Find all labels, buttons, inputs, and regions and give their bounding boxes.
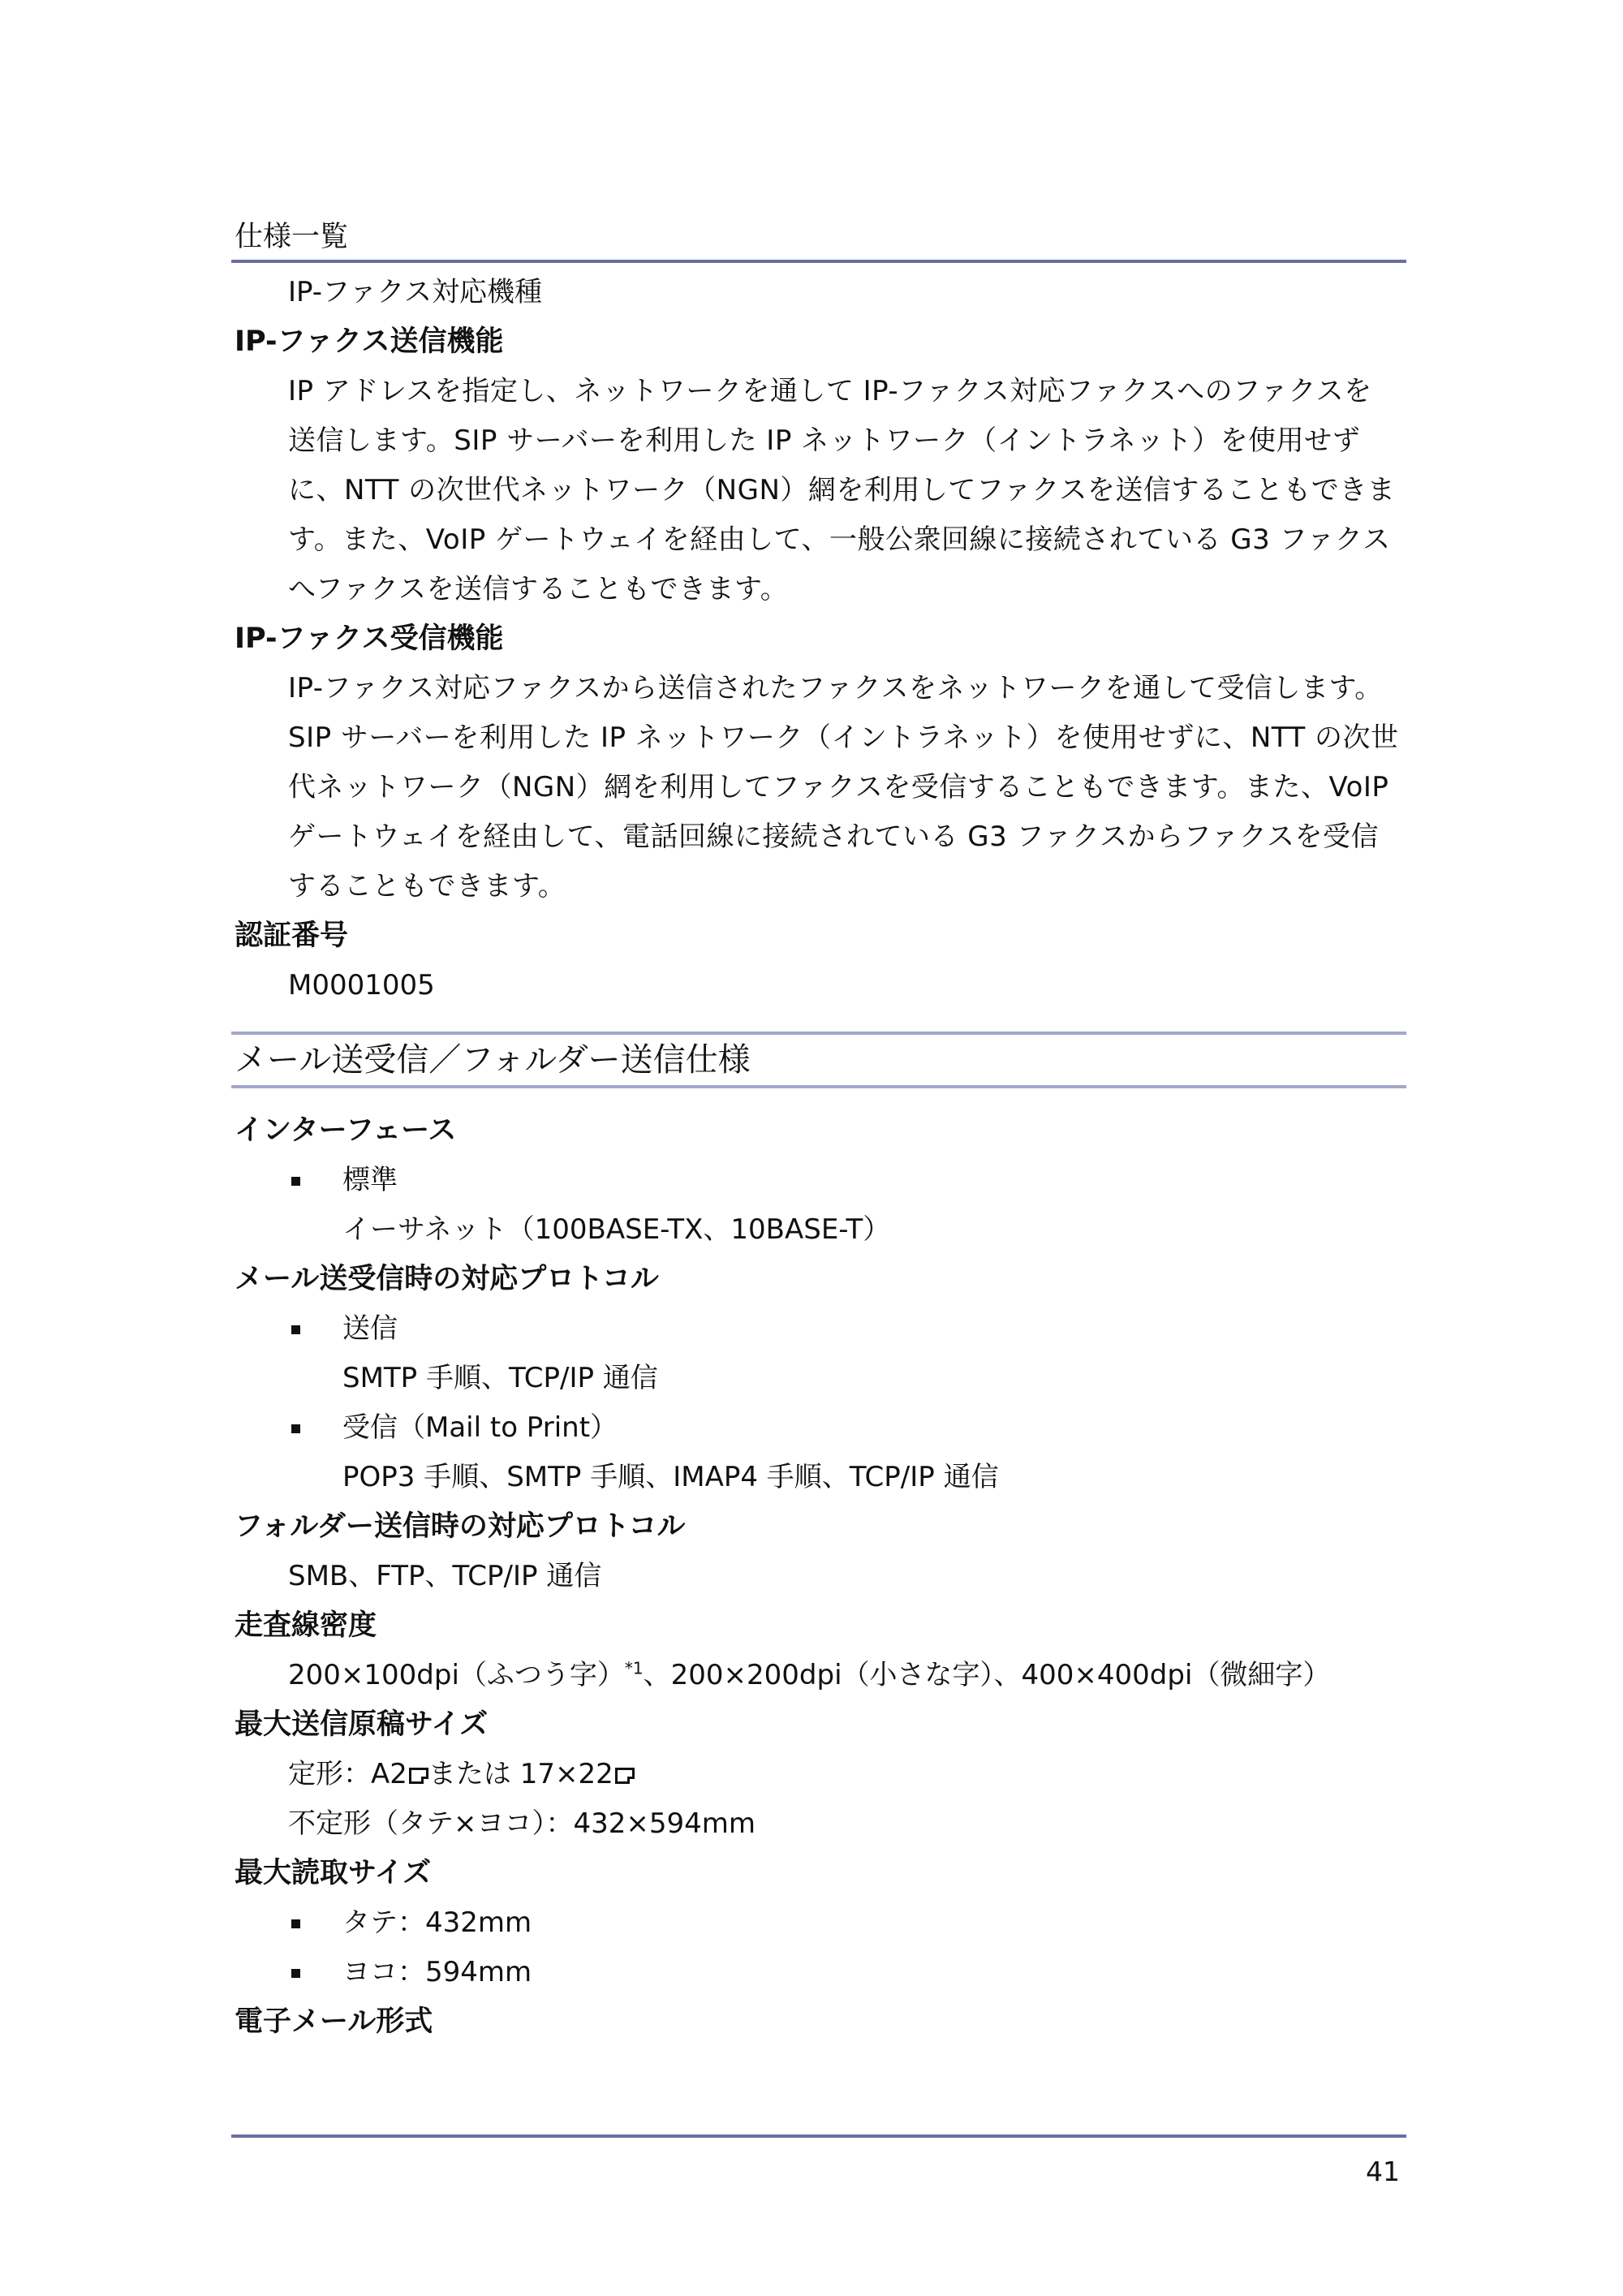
certification-value: M0001005 [288, 969, 435, 1002]
max-send-size-irregular: 不定形（タテ×ヨコ）：432×594mm [288, 1807, 756, 1840]
email-format-heading: 電子メール形式 [235, 2005, 433, 2038]
scan-density-part-a: 200×100dpi（ふつう字） [288, 1659, 625, 1691]
ipfax-send-paragraph [288, 367, 1412, 614]
list-item [288, 1898, 1406, 1948]
paragraph-line: IP-ファクス対応ファクスから送信されたファクスをネットワークを通して受信します。 [288, 672, 1383, 704]
max-send-size-regular [288, 1750, 1406, 1799]
paragraph-line: に、NTT の次世代ネットワーク（NGN）網を利用してファクスを送信することもできま [288, 474, 1396, 506]
landscape-paper-icon [615, 1768, 635, 1784]
mail-receive-label: 受信（Mail to Print） [342, 1411, 618, 1444]
list-item [288, 1156, 1406, 1205]
mail-receive-value: POP3 手順、SMTP 手順、IMAP4 手順、TCP/IP 通信 [342, 1461, 999, 1493]
certification-heading: 認証番号 [235, 920, 349, 952]
paragraph-line: SIP サーバーを利用した IP ネットワーク（イントラネット）を使用せずに、NTT の次世 [288, 722, 1399, 754]
section-title-block [231, 1032, 1406, 1088]
page-content [231, 221, 1406, 2047]
mail-send-label: 送信 [342, 1312, 398, 1345]
mail-protocol-heading: メール送受信時の対応プロトコル [235, 1263, 659, 1295]
landscape-paper-icon [409, 1768, 428, 1784]
scan-density-part-b: 、200×200dpi（小さな字）、400×400dpi（微細字） [643, 1659, 1331, 1691]
scan-density-value [288, 1651, 1406, 1700]
paragraph-line: IP アドレスを指定し、ネットワークを通して IP-ファクス対応ファクスへのファクスを [288, 375, 1372, 407]
folder-protocol-heading: フォルダー送信時の対応プロトコル [235, 1510, 686, 1543]
section-title: メール送受信／フォルダー送信仕様 [235, 1041, 751, 1079]
interface-standard-value: イーサネット（100BASE-TX、10BASE-T） [342, 1213, 891, 1246]
page-footer [231, 2134, 1406, 2188]
paragraph-line: ゲートウェイを経由して、電話回線に接続されている G3 ファクスからファクスを受信 [288, 821, 1380, 853]
list-item [288, 1948, 1406, 1997]
ipfax-receive-heading: IP-ファクス受信機能 [235, 622, 504, 655]
top-item: IP-ファクス対応機種 [288, 276, 543, 308]
bullet-icon [291, 1177, 300, 1186]
ipfax-receive-paragraph [288, 664, 1412, 911]
max-scan-width: ヨコ：594mm [342, 1956, 532, 1988]
paragraph-line: 送信します。SIP サーバーを利用した IP ネットワーク（イントラネット）を使用せず [288, 424, 1361, 457]
bullet-icon [291, 1325, 300, 1334]
max-send-size-heading: 最大送信原稿サイズ [235, 1708, 489, 1741]
interface-standard-label: 標準 [342, 1164, 398, 1196]
bullet-icon [291, 1424, 300, 1433]
running-head: 仕様一覧 [235, 221, 349, 253]
paragraph-line: 代ネットワーク（NGN）網を利用してファクスを受信することもできます。また、VoIP [288, 771, 1389, 803]
ipfax-send-heading: IP-ファクス送信機能 [235, 325, 504, 358]
list-item [288, 1304, 1406, 1354]
paragraph-line: することもできます。 [288, 870, 566, 902]
bullet-icon [291, 1919, 300, 1928]
bullet-icon [291, 1969, 300, 1978]
folder-protocol-value: SMB、FTP、TCP/IP 通信 [288, 1560, 602, 1592]
interface-heading: インターフェース [235, 1114, 457, 1147]
footnote-mark: *1 [624, 1658, 644, 1678]
scan-density-heading: 走査線密度 [235, 1609, 377, 1642]
max-scan-size-heading: 最大読取サイズ [235, 1857, 432, 1889]
max-scan-height: タテ：432mm [342, 1906, 532, 1939]
footer-rule [231, 2134, 1406, 2138]
section-rule-bottom [231, 1085, 1406, 1088]
paragraph-line: へファクスを送信することもできます。 [288, 573, 789, 605]
regular-size-part-b: または 17×22 [428, 1758, 613, 1790]
header-rule [231, 260, 1406, 263]
regular-size-part-a: 定形：A2 [288, 1758, 407, 1790]
page-number: 41 [1366, 2156, 1400, 2187]
paragraph-line: す。また、VoIP ゲートウェイを経由して、一般公衆回線に接続されている G3 ファクス [288, 523, 1391, 556]
mail-send-value: SMTP 手順、TCP/IP 通信 [342, 1362, 658, 1394]
list-item [288, 1403, 1406, 1453]
